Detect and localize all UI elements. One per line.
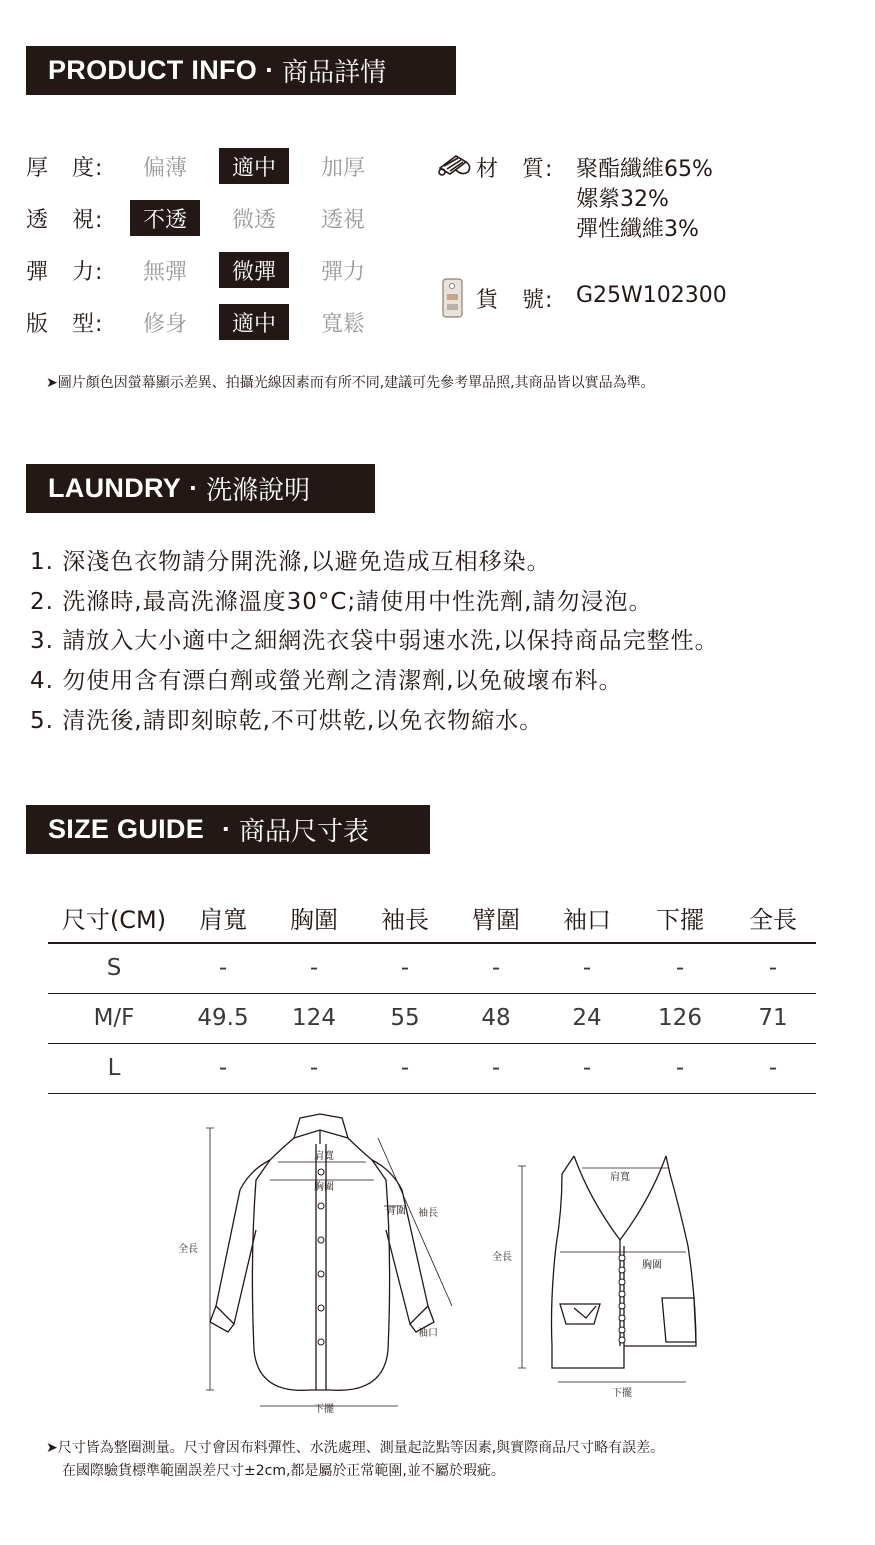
column-header: 肩寬 <box>180 893 266 943</box>
size-guide-header <box>26 805 430 854</box>
header-title-zh: 洗滌說明 <box>206 476 311 506</box>
size-value-cell: - <box>630 1043 730 1093</box>
vest-label-chest: 胸圍 <box>642 1260 662 1271</box>
shirt-label-arm: 臂圍 <box>386 1206 406 1217</box>
size-value-cell: - <box>448 943 544 993</box>
material-line: 彈性纖維3% <box>576 217 699 242</box>
shirt-label-shoulder: 肩寬 <box>314 1151 334 1162</box>
attribute-option: 修身 <box>142 311 187 337</box>
vest-measurement-diagram <box>490 1150 710 1400</box>
attribute-label: 厚 度: <box>26 155 104 181</box>
tag-icon <box>440 276 466 320</box>
size-value-cell: - <box>630 943 730 993</box>
attribute-row <box>26 148 396 184</box>
column-header: 袖長 <box>362 893 448 943</box>
size-value-cell: - <box>544 943 630 993</box>
attribute-option-selected: 微彈 <box>219 252 289 288</box>
size-value-cell: - <box>730 1043 816 1093</box>
shirt-label-sleeve: 袖長 <box>418 1208 438 1219</box>
header-title-en: LAUNDRY <box>48 473 182 503</box>
laundry-item: 2. 洗滌時,最高洗滌溫度30°C;請使用中性洗劑,請勿浸泡。 <box>30 589 653 615</box>
attribute-label: 彈 力: <box>26 259 104 285</box>
size-note-line1: ➤尺寸皆為整圈測量。尺寸會因布料彈性、水洗處理、測量起訖點等因素,與實際商品尺寸略有誤差。 <box>46 1440 665 1456</box>
attribute-label: 版 型: <box>26 311 104 337</box>
size-value-cell: - <box>180 943 266 993</box>
size-value-cell: - <box>448 1043 544 1093</box>
size-table <box>48 893 816 1094</box>
size-value-cell: 49.5 <box>180 993 266 1043</box>
table-row <box>48 1043 816 1093</box>
size-value-cell: - <box>362 1043 448 1093</box>
header-title-en: PRODUCT INFO <box>48 55 258 85</box>
attribute-row <box>26 200 396 236</box>
size-value-cell: 124 <box>266 993 362 1043</box>
header-title-zh: 商品詳情 <box>282 58 387 88</box>
table-row <box>48 993 816 1043</box>
attribute-option-selected: 不透 <box>130 200 200 236</box>
attribute-row <box>26 252 396 288</box>
size-value-cell: - <box>180 1043 266 1093</box>
attribute-option: 無彈 <box>142 259 187 285</box>
attribute-option: 加厚 <box>320 155 365 181</box>
size-label-cell: M/F <box>48 993 180 1043</box>
size-value-cell: 55 <box>362 993 448 1043</box>
column-header: 尺寸(CM) <box>48 893 180 943</box>
attribute-option: 微透 <box>231 207 276 233</box>
size-note-line2: 在國際驗貨標準範圍誤差尺寸±2cm,都是屬於正常範圍,並不屬於瑕疵。 <box>62 1463 505 1479</box>
attribute-option: 彈力 <box>320 259 365 285</box>
size-label-cell: S <box>48 943 180 993</box>
laundry-item: 4. 勿使用含有漂白劑或螢光劑之清潔劑,以免破壞布料。 <box>30 668 623 694</box>
thread-spool-icon <box>436 152 474 180</box>
attribute-option: 偏薄 <box>142 155 187 181</box>
attribute-label: 透 視: <box>26 207 104 233</box>
attribute-option-selected: 適中 <box>219 148 289 184</box>
shirt-label-hem: 下擺 <box>314 1404 334 1415</box>
column-header: 臂圍 <box>448 893 544 943</box>
material-line: 聚酯纖維65% <box>576 157 713 182</box>
shirt-label-cuff: 袖口 <box>418 1328 438 1339</box>
size-table-header-row <box>48 893 816 943</box>
size-value-cell: - <box>730 943 816 993</box>
size-value-cell: - <box>544 1043 630 1093</box>
size-value-cell: - <box>362 943 448 993</box>
size-value-cell: - <box>266 1043 362 1093</box>
shirt-label-length: 全長 <box>178 1244 198 1255</box>
material-label: 材 質: <box>476 157 554 182</box>
header-separator: · <box>222 814 232 844</box>
header-title-zh: 商品尺寸表 <box>239 817 370 847</box>
size-value-cell: - <box>266 943 362 993</box>
material-line: 嫘縈32% <box>576 187 669 212</box>
laundry-header <box>26 464 375 513</box>
header-title-en: SIZE GUIDE <box>48 814 205 844</box>
size-value-cell: 24 <box>544 993 630 1043</box>
column-header: 下擺 <box>630 893 730 943</box>
shirt-label-chest: 胸圍 <box>314 1182 334 1193</box>
header-separator: · <box>265 55 275 85</box>
table-row <box>48 943 816 993</box>
vest-label-hem: 下擺 <box>612 1388 632 1399</box>
size-value-cell: 71 <box>730 993 816 1043</box>
header-separator: · <box>189 473 199 503</box>
sku-label: 貨 號: <box>476 288 554 313</box>
attribute-row <box>26 304 396 340</box>
attribute-option: 寬鬆 <box>320 311 365 337</box>
laundry-item: 3. 請放入大小適中之細網洗衣袋中弱速水洗,以保持商品完整性。 <box>30 628 719 654</box>
column-header: 胸圍 <box>266 893 362 943</box>
attribute-option-selected: 適中 <box>219 304 289 340</box>
column-header: 袖口 <box>544 893 630 943</box>
shirt-measurement-diagram <box>170 1110 470 1420</box>
vest-label-shoulder: 肩寬 <box>610 1172 630 1183</box>
size-value-cell: 126 <box>630 993 730 1043</box>
sku-value: G25W102300 <box>576 283 727 308</box>
product-info-header <box>26 46 456 95</box>
laundry-item: 1. 深淺色衣物請分開洗滌,以避免造成互相移染。 <box>30 549 551 575</box>
laundry-item: 5. 清洗後,請即刻晾乾,不可烘乾,以免衣物縮水。 <box>30 708 544 734</box>
column-header: 全長 <box>730 893 816 943</box>
size-label-cell: L <box>48 1043 180 1093</box>
attribute-option: 透視 <box>320 207 365 233</box>
vest-label-length: 全長 <box>492 1252 512 1263</box>
product-note: ➤圖片顏色因螢幕顯示差異、拍攝光線因素而有所不同,建議可先參考單品照,其商品皆以實品為準。 <box>46 375 655 391</box>
size-value-cell: 48 <box>448 993 544 1043</box>
